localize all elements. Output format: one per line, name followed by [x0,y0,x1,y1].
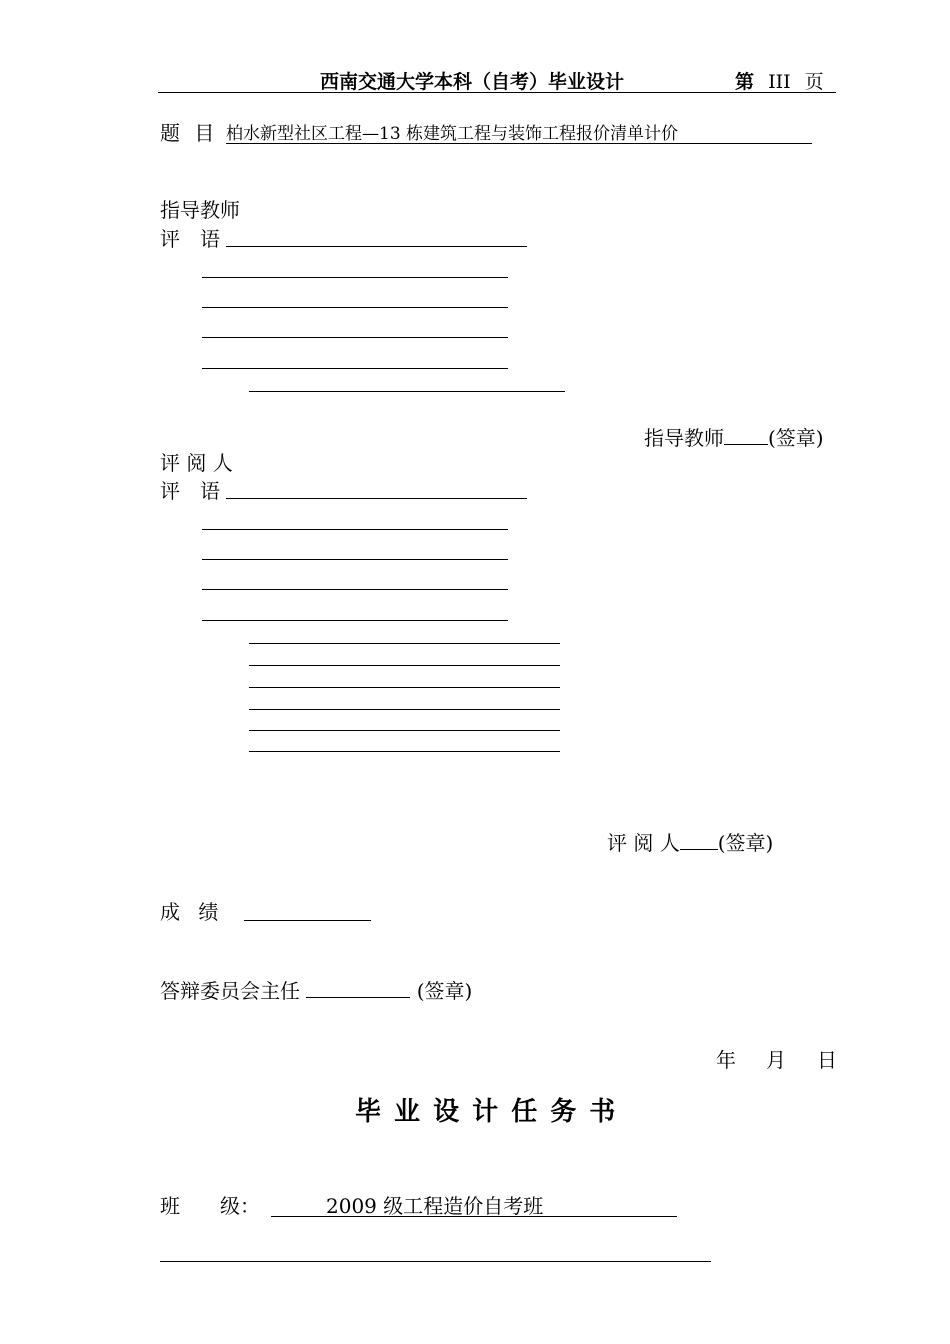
committee-label: 答辩委员会主任 [160,979,300,1003]
advisor-comment-label: 评 语 [160,227,220,251]
committee-sign-line[interactable] [306,977,410,998]
reviewer-comment-line[interactable] [249,643,560,644]
header-title: 西南交通大学本科（自考）毕业设计 [320,71,625,93]
header-rule [158,92,836,93]
class-value: 2009 级工程造价自考班 [326,1194,544,1218]
reviewer-comment-line[interactable] [249,730,560,731]
reviewer-comment-line[interactable] [249,665,560,666]
page-indicator [735,70,824,94]
advisor-comment-line[interactable] [202,368,508,369]
reviewer-heading: 评 阅 人 [160,451,233,475]
page-suffix: 页 [804,71,824,93]
advisor-comment-line[interactable] [202,277,508,278]
reviewer-comment-line[interactable] [202,559,508,560]
advisor-sign-line[interactable] [724,424,768,445]
grade-line[interactable] [244,920,371,921]
reviewer-sign-suffix: (签章) [717,831,774,855]
page-number: III [768,71,791,93]
topic-underline [226,143,812,144]
advisor-signature [644,424,824,450]
reviewer-comment-line[interactable] [202,529,508,530]
bottom-rule [160,1261,711,1262]
topic-label: 题 目 [160,121,219,145]
reviewer-sign-line[interactable] [680,829,718,850]
reviewer-sign-label: 评 阅 人 [607,831,680,855]
topic-value: 柏水新型社区工程—13 栋建筑工程与装饰工程报价清单计价 [226,124,679,144]
advisor-heading: 指导教师 [160,198,240,222]
advisor-comment-line[interactable] [202,337,508,338]
advisor-sign-label: 指导教师 [644,426,724,450]
reviewer-comment-line[interactable] [202,589,508,590]
date-month: 月 [766,1048,786,1072]
reviewer-comment-line[interactable] [202,620,508,621]
reviewer-comment-line[interactable] [249,687,560,688]
committee-signature [160,977,472,1003]
grade-label: 成 绩 [160,900,225,924]
date-day: 日 [817,1048,837,1072]
reviewer-signature [607,829,773,855]
class-label: 班 级： [160,1194,260,1218]
advisor-comment-line[interactable] [249,391,565,392]
advisor-sign-suffix: (签章) [768,426,824,450]
page-label: 第 [735,71,755,93]
reviewer-comment-label: 评 语 [160,479,220,503]
reviewer-comment-line[interactable] [249,751,560,752]
reviewer-comment-line[interactable] [249,709,560,710]
task-title: 毕 业 设 计 任 务 书 [355,1097,618,1127]
class-underline[interactable] [271,1216,677,1217]
date-year: 年 [716,1048,736,1072]
committee-sign-suffix: (签章) [416,979,473,1003]
advisor-comment-line[interactable] [202,307,508,308]
advisor-comment-line[interactable] [226,246,527,247]
reviewer-comment-line[interactable] [226,498,527,499]
